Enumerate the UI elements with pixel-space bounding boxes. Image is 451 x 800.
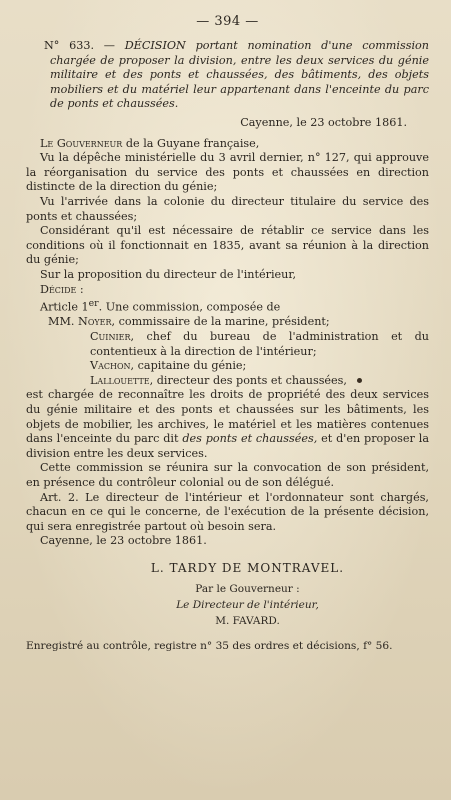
signature-office: Le Directeur de l'intérieur, — [176, 598, 319, 611]
decision-number: N° 633. — — [44, 39, 115, 52]
article-1-text: . Une commission, composée de — [98, 300, 281, 314]
article-1-label: Article 1 — [40, 300, 89, 314]
place-date-bottom: Cayenne, le 23 octobre 1861. — [40, 534, 207, 548]
article-1-cont-a: est chargée de reconnaître les droits de propriété des deux services du génie militaire et des ponts et chaussées sur les bâtiments, les objets de mobilier, les archives, le matériel et les matières contenues dans l'enceinte du parc dit — [26, 388, 429, 446]
consideration-1: Vu la dépêche ministérielle du 3 avril dernier, n° 127, qui approuve la réorganisation du service des ponts et chaussées en direction distincte de la direction du génie; — [26, 151, 429, 194]
member-4 — [26, 374, 429, 389]
registration-note: Enregistré au contrôle, registre n° 35 des ordres et décisions, f° 56. — [26, 639, 393, 652]
signature-par: Par le Gouverneur : — [195, 582, 300, 595]
member-3-name: Vachon — [90, 359, 131, 373]
consideration-2: Vu l'arrivée dans la colonie du directeur titulaire du service des ponts et chaussées; — [26, 194, 429, 223]
member-3 — [26, 359, 429, 374]
member-4-role: , directeur des ponts et chaussées, — [149, 373, 347, 387]
member-1-prefix: MM. — [48, 315, 75, 329]
issuer — [26, 137, 429, 152]
article-2-text: Le directeur de l'intérieur et l'ordonnateur sont chargés, chacun en ce qui le concerne, de l'exécution de la présente décision, qui sera enregistrée partout où besoin sera. — [26, 490, 429, 533]
article-2 — [26, 491, 429, 535]
decision-title-text: portant nomination d'une commission chargée de proposer la division, entre les deux services du génie militaire et des ponts et chaussées, des bâtiments, des objets mobiliers et du matériel leur appartenant dans l'enceinte du parc de ponts et chaussées. — [50, 39, 429, 111]
member-1 — [26, 315, 429, 330]
member-1-name: Noyer — [78, 315, 112, 329]
page-number: — 394 — — [196, 14, 259, 29]
article-1-cont-b: et d'en proposer la division entre les deux services. — [26, 432, 429, 460]
issuer-title: Le Gouverneur — [40, 136, 123, 150]
commission-paragraph: Cette commission se réunira sur la convocation de son président, en présence du contrôleur colonial ou de son délégué. — [26, 461, 429, 489]
article-1-continued — [26, 388, 429, 461]
member-4-name: Lallouette — [90, 373, 150, 387]
signature-name: L. TARDY DE MONTRAVEL. — [150, 560, 345, 575]
consideration-3: Considérant qu'il est nécessaire de rétablir ce service dans les conditions où il fonctionnait en 1835, avant sa réunion à la direction du génie; — [26, 224, 429, 267]
article-2-label: Art. 2. — [40, 490, 79, 504]
issuer-rest: de la Guyane française, — [125, 136, 260, 150]
article-1-sup: er — [88, 298, 99, 310]
consideration-4: Sur la proposition du directeur de l'intérieur, — [40, 267, 297, 281]
member-1-role: , commissaire de la marine, président; — [111, 315, 330, 329]
member-2 — [26, 330, 429, 359]
decision-word: DÉCISION — [124, 39, 186, 52]
signature-signer: M. FAVARD. — [215, 614, 280, 627]
ink-spot — [357, 378, 362, 383]
member-3-role: , capitaine du génie; — [130, 359, 247, 373]
article-1 — [26, 297, 429, 315]
member-2-name: Cuinier — [90, 330, 131, 344]
decision-title — [26, 39, 429, 112]
member-2-role: , chef du bureau de l'administration et du contentieux à la direction de l'intérieur; — [90, 330, 429, 358]
decide-heading: Décide : — [40, 282, 84, 296]
place-date-top: Cayenne, le 23 octobre 1861. — [240, 115, 407, 129]
article-1-cont-italic: des ponts et chaussées, — [182, 432, 318, 446]
